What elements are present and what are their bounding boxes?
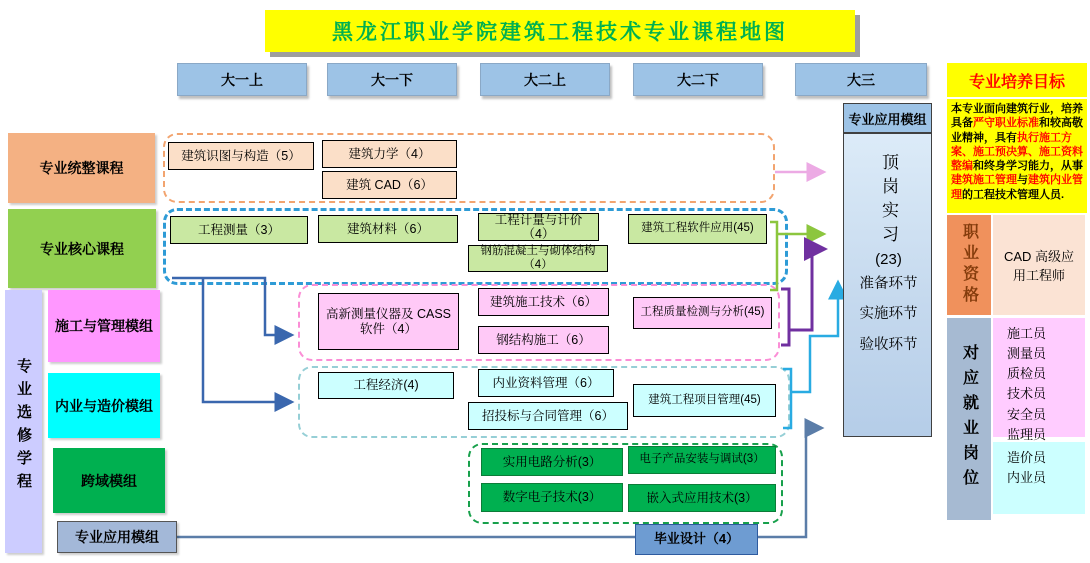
job-item: 技术员 xyxy=(1007,386,1047,402)
qualification-label: 职业资格 xyxy=(947,215,991,315)
course-box: 工程经济(4) xyxy=(318,372,454,399)
internship-credit: (23) xyxy=(875,250,902,268)
internship-phase: 实施环节 xyxy=(859,305,918,322)
semester-header-3: 大二上 xyxy=(480,63,610,96)
course-box: 工程质量检测与分析(45) xyxy=(633,297,772,329)
jobs-construction-list xyxy=(993,318,1085,442)
internship-box xyxy=(843,133,932,437)
job-item: 内业员 xyxy=(1007,470,1047,486)
course-box: 电子产品安装与调试(3） xyxy=(628,446,776,474)
training-goal-title: 专业培养目标 xyxy=(947,63,1087,97)
internship-name: 顶岗实习 xyxy=(879,153,898,249)
course-box: 建筑识图与构造（5） xyxy=(168,142,314,170)
course-box: 建筑 CAD（6） xyxy=(322,171,457,199)
sidebar-application-module: 专业应用模组 xyxy=(57,521,177,553)
course-box: 建筑工程软件应用(45) xyxy=(628,214,767,244)
course-box: 建筑工程项目管理(45) xyxy=(633,384,776,417)
jobs-label: 对应就业岗位 xyxy=(947,318,991,520)
job-item: 监理员 xyxy=(1007,426,1047,442)
course-box: 数字电子技术(3） xyxy=(481,483,623,512)
course-box: 工程计量与计价（4） xyxy=(478,213,599,241)
course-box: 建筑力学（4） xyxy=(322,140,457,168)
sidebar-construction-mgmt-module: 施工与管理模组 xyxy=(48,290,160,362)
internship-phase: 验收环节 xyxy=(859,336,918,353)
course-box: 嵌入式应用技术(3） xyxy=(628,484,776,512)
sidebar-cross-domain-module: 跨域模组 xyxy=(53,448,165,513)
internship-phase: 准备环节 xyxy=(859,275,918,292)
course-box: 钢结构施工（6） xyxy=(478,326,609,354)
sidebar-integrated-courses: 专业统整课程 xyxy=(8,133,155,203)
semester-header-5: 大三 xyxy=(795,63,927,96)
semester-header-4: 大二下 xyxy=(633,63,763,96)
course-box: 内业资料管理（6） xyxy=(478,369,614,397)
sidebar-elective-program: 专业选修学程 xyxy=(5,290,42,553)
sidebar-office-cost-module: 内业与造价模组 xyxy=(48,373,160,438)
job-item: 安全员 xyxy=(1007,406,1047,422)
course-box: 高新测量仪器及 CASS 软件（4） xyxy=(318,293,459,350)
job-item: 质检员 xyxy=(1007,366,1047,382)
semester-header-1: 大一上 xyxy=(177,63,307,96)
page-title: 黑龙江职业学院建筑工程技术专业课程地图 xyxy=(265,10,855,52)
training-goal-text: 本专业面向建筑行业，培养具备严守职业标准和较高敬业精神，具有执行施工方案、施工预决算、施工资料整编和终身学习能力，从事建筑施工管理与建筑内业管理的工程技术管理人员. xyxy=(947,99,1087,213)
course-box: 建筑施工技术（6） xyxy=(478,288,609,316)
graduation-design-box: 毕业设计（4） xyxy=(635,524,758,555)
semester-header-2: 大一下 xyxy=(327,63,457,96)
qualification-value: CAD 高级应用工程师 xyxy=(993,215,1085,315)
course-box: 实用电路分析(3） xyxy=(481,448,623,476)
course-box: 工程测量（3） xyxy=(170,216,308,244)
course-box: 钢筋混凝土与砌体结构（4） xyxy=(468,245,608,272)
job-item: 测量员 xyxy=(1007,346,1047,362)
course-box: 招投标与合同管理（6） xyxy=(468,402,628,430)
course-box: 建筑材料（6） xyxy=(318,215,458,243)
sidebar-core-courses: 专业核心课程 xyxy=(8,209,156,288)
job-item: 造价员 xyxy=(1007,450,1047,465)
jobs-cost-list xyxy=(993,442,1085,514)
internship-module-header: 专业应用模组 xyxy=(843,103,932,133)
job-item: 施工员 xyxy=(1007,326,1047,341)
